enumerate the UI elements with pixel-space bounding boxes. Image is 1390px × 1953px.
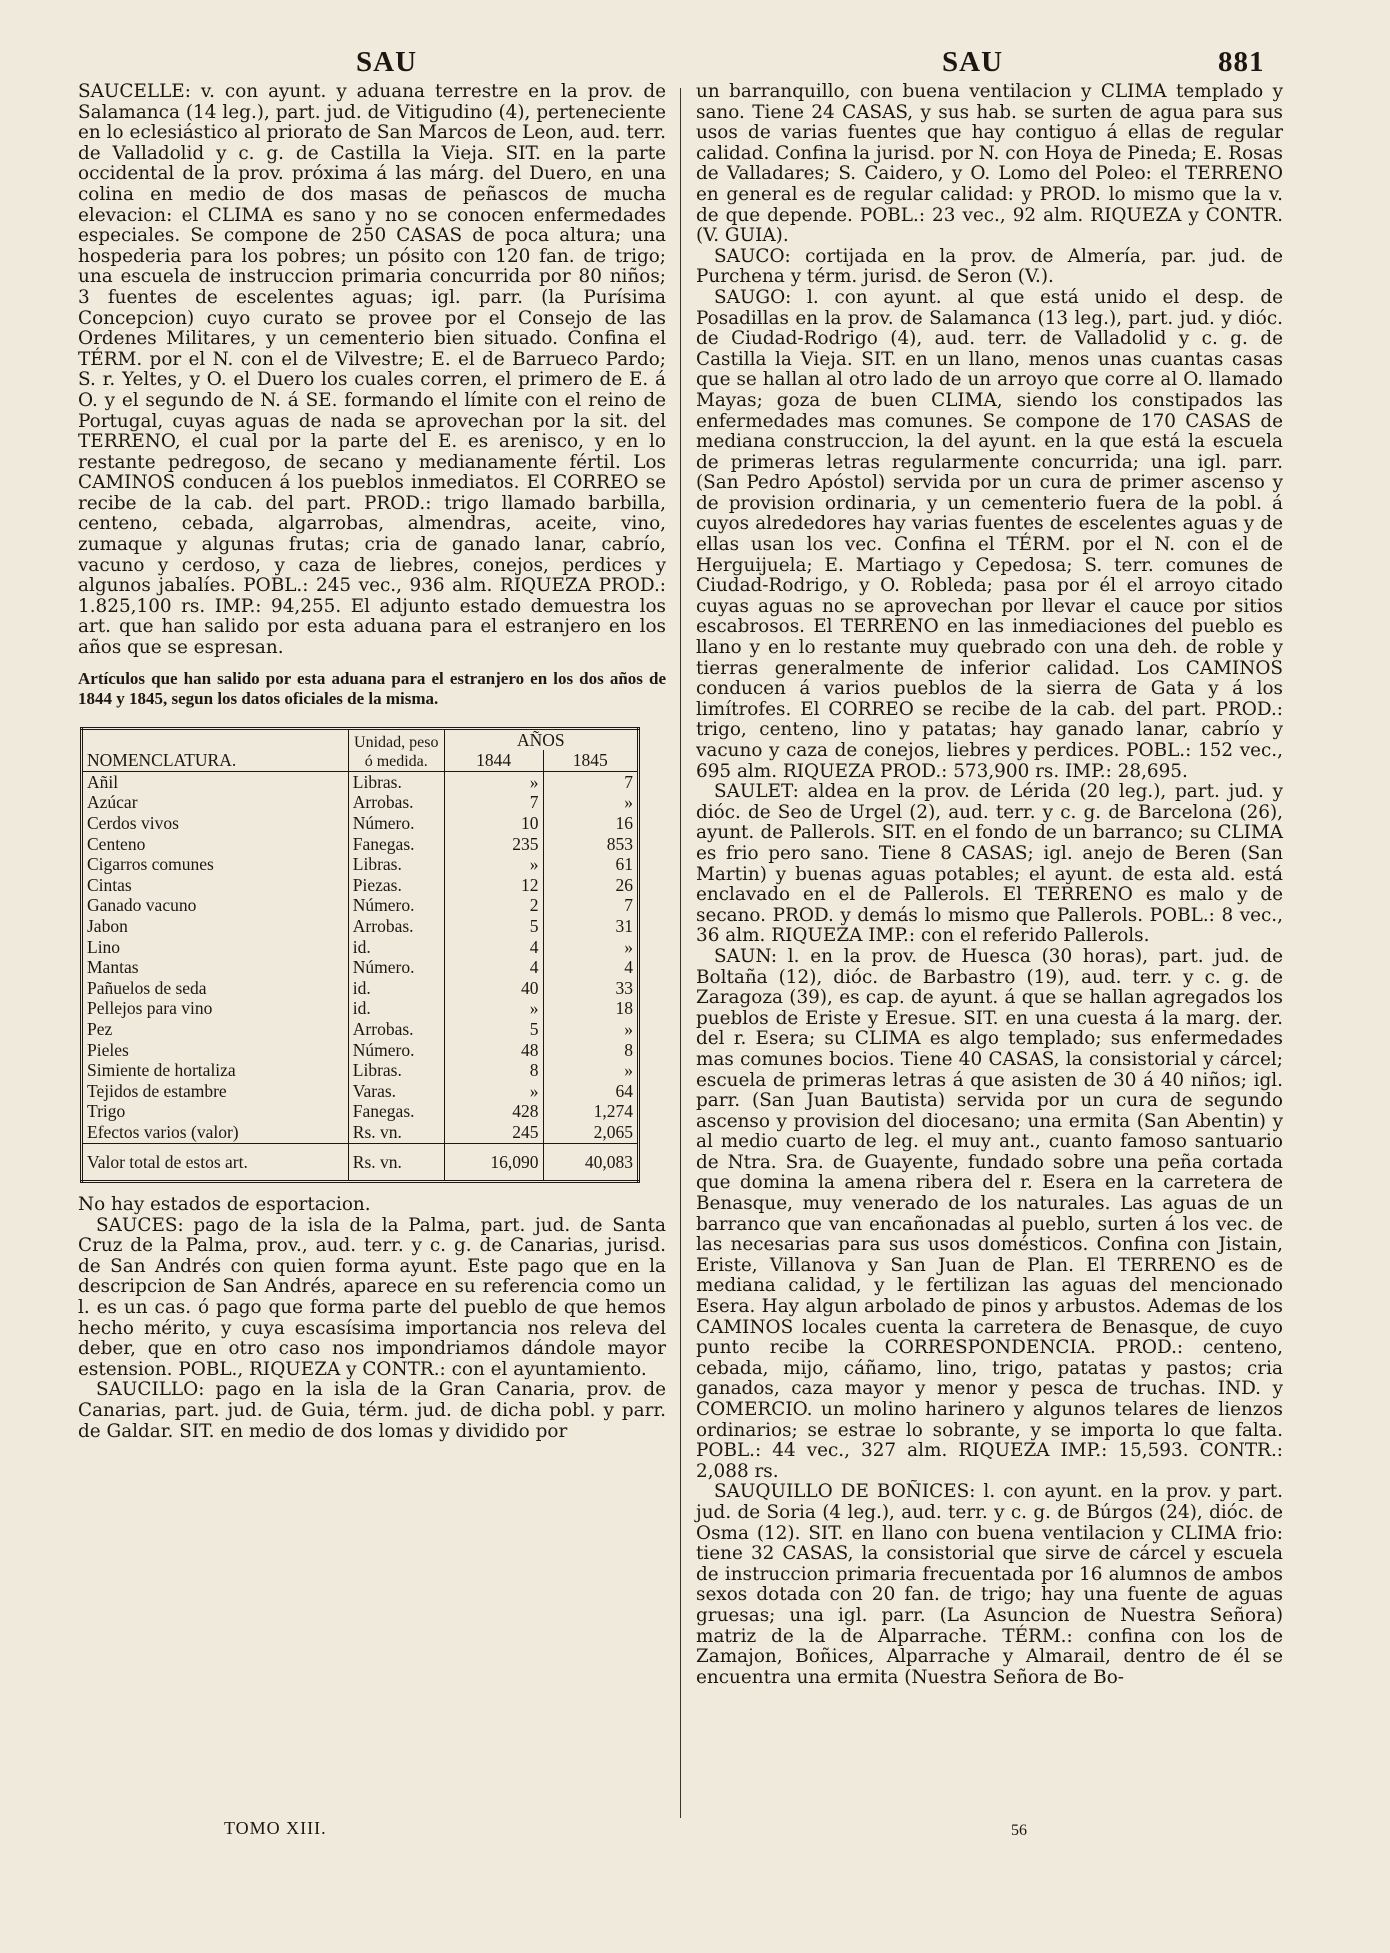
entry-sauces: SAUCES: pago de la isla de la Palma, part. jud. de Santa Cruz de la Palma, prov., aud. terr. y c. g. de Canarias, jurisd. de San Andrés con quien forma ayunt. Este pago que en la descripcion de San Andrés, aparece en su referencia como un l. es un cas. ó pago que forma parte del pueblo de que hemos hecho mérito, y cuya escasísima importancia nos releva del deber, que en otro caso nos impondriamos dándole mayor estension. POBL., RIQUEZA y CONTR.: con el ayuntamiento.	[78, 1214, 666, 1380]
row-1845: 853	[606, 833, 633, 854]
table-row	[82, 916, 639, 937]
row-name: Cigarros comunes	[87, 854, 214, 875]
entry-sauco: SAUCO: cortijada en la prov. de Almería, par. jud. de Purchena y térm. jurisd. de Seron (V.).	[696, 245, 1283, 288]
row-1845: 18	[615, 998, 633, 1019]
running-head-left: SAU	[356, 46, 418, 78]
row-1844: »	[444, 771, 543, 792]
row-unit: id.	[348, 978, 444, 999]
volume-label: TOMO XIII.	[224, 1818, 327, 1838]
entry-saugo: SAUGO: l. con ayunt. al que está unido el desp. de Posadillas en la prov. de Salamanca (13 leg.), part. jud. y dióc. de Ciudad-Rodrigo (4), aud. terr. de Valladolid y c. g. de Castilla la Vieja. SIT. en un llano, menos unas cuantas casas que se hallan al otro lado de un arroyo que corre al O. llamado Mayas; goza de buen CLIMA, siendo los constipados las enfermedades mas comunes. Se compone de 170 CASAS de mediana construccion, la del ayunt. en la que está la escuela de primeras letras regularmente concurrida; una igl. parr. (San Pedro Apóstol) servida por un cura de primer ascenso y de provision ordinaria, y un cementerio fuera de la pobl. á cuyos alrededores hay varias fuentes de escelentes aguas y de ellas usan los vec. Confina el TÉRM. por el N. con el de Herguijuela; E. Martiago y Cepedosa; S. terr. comunes de Ciudad-Rodrigo, y O. Robleda; pasa por él el arroyo citado cuyas aguas no se aprovechan por llevar el cauce por sitios escabrosos. El TERRENO en las inmediaciones del pueblo es llano y en lo restante muy quebrado con una deh. de roble y tierras generalmente de inferior calidad. Los CAMINOS conducen á varios pueblos de la sierra de Gata y á los limítrofes. El CORREO se recibe de la cab. del part. PROD.: trigo, centeno, lino y patatas; hay ganado lanar, cabrío y vacuno y caza de conejos, liebres y perdices. POBL.: 152 vec., 695 alm. RIQUEZA PROD.: 573,900 rs. IMP.: 28,695.	[696, 286, 1283, 782]
entry-saucelle: SAUCELLE: v. con ayunt. y aduana terrestre en la prov. de Salamanca (14 leg.), part. jud. de Vitigudino (4), perteneciente en lo eclesiástico al priorato de San Marcos de Leon, aud. terr. de Valladolid y c. g. de Castilla la Vieja. SIT. en la parte occidental de la prov. próxima á las márg. del Duero, en una colina en medio de dos masas de peñascos de mucha elevacion: el CLIMA es sano y no se conocen enfermedades especiales. Se compone de 250 CASAS de poca altura; una hospederia para los pobres; un pósito con 120 fan. de trigo; una escuela de instruccion primaria concurrida por 80 niños; 3 fuentes de escelentes aguas; igl. parr. (la Purísima Concepcion) cuyo curato se provee por el Consejo de las Ordenes Militares, y un cementerio bien situado. Confina el TÉRM. por el N. con el de Vilvestre; E. el de Barrueco Pardo; S. r. Yeltes, y O. el Duero los cuales corren, el primero de E. á O. y el segundo de N. á SE. formando el límite con el reino de Portugal, cuyas aguas de nada se aprovechan por la sit. del TERRENO, el cual por la parte del E. es arenisco, y en lo restante pedregoso, de secano y medianamente fértil. Los CAMINOS conducen á los pueblos inmediatos. El CORREO se recibe de la cab. del part. PROD.: trigo llamado barbilla, centeno, cebada, algarrobas, almendras, aceite, vino, zumaque y algunas frutas; cria de ganado lanar, cabrío, vacuno y cerdoso, y caza de liebres, conejos, perdices y algunos jabalíes. POBL.: 245 vec., 936 alm. RIQUEZA PROD.: 1.825,100 rs. IMP.: 94,255. El adjunto estado demuestra los art. que han salido por esta aduana para el estranjero en los años que se espresan.	[78, 81, 666, 659]
row-unit: Arrobas.	[348, 1019, 444, 1040]
row-unit: Libras.	[348, 771, 444, 792]
row-1844: »	[444, 1081, 543, 1102]
row-name: Trigo	[87, 1101, 126, 1122]
row-1844: 7	[444, 792, 543, 813]
row-1845: 7	[624, 771, 633, 792]
entry-saun: SAUN: l. en la prov. de Huesca (30 horas), part. jud. de Boltaña (12), dióc. de Barbastro (19), aud. terr. y c. g. de Zaragoza (39), es cap. de ayunt. á que se hallan agregados los pueblos de Eriste y Eresue. SIT. en una cuesta á la marg. der. del r. Esera; su CLIMA es algo templado; sus enfermedades mas comunes bocios. Tiene 40 CASAS, la consistorial y cárcel; escuela de primeras letras á que asisten de 30 á 40 niños; igl. parr. (San Juan Bautista) servida por un cura de segundo ascenso y provision del diocesano; una ermita (San Abentin) y al medio cuarto de leg. el muy ant., cuanto famoso santuario de Ntra. Sra. de Guayente, fundado sobre una peña cortada que domina la amena ribera del r. Esera en la carretera de Benasque, muy venerado de los naturales. Las aguas de un barranco que van encañonadas al pueblo, surten á los vec. de las necesarias para sus usos domésticos. Confina con Jistain, Eriste, Villanova y San Juan de Plan. El TERRENO es de mediana calidad, y le fertilizan las aguas del mencionado Esera. Hay algun arbolado de pinos y arbustos. Ademas de los CAMINOS locales cuenta la carretera de Benasque, de cuyo punto recibe la CORRESPONDENCIA. PROD.: centeno, cebada, mijo, cáñamo, lino, trigo, patatas y pastos; cria ganados, caza mayor y menor y pesca de truchas. IND. y COMERCIO. un molino harinero y algunos telares de lienzos ordinarios; se estrae lo sobrante, y se importa lo que falta. POBL.: 44 vec., 327 alm. RIQUEZA IMP.: 15,593. CONTR.: 2,088 rs.	[696, 945, 1283, 1482]
row-unit: id.	[348, 998, 444, 1019]
table-row	[82, 813, 639, 834]
table-row	[82, 792, 639, 813]
row-1845: 1,274	[593, 1101, 633, 1122]
row-1845: 8	[624, 1039, 633, 1060]
row-unit: Varas.	[348, 1081, 444, 1102]
row-unit: Rs. vn.	[348, 1122, 444, 1143]
row-1845: 64	[615, 1080, 633, 1101]
col-header-1844: 1844	[444, 750, 543, 771]
table-row	[82, 1101, 639, 1122]
row-1844: 10	[444, 813, 543, 834]
row-1844: 5	[444, 1019, 543, 1040]
table-row	[82, 854, 639, 875]
table-row	[82, 978, 639, 999]
row-1844: 8	[444, 1060, 543, 1081]
col-header-unit: Unidad, peso ó medida.	[348, 728, 444, 771]
row-unit: id.	[348, 937, 444, 958]
row-1844: »	[444, 998, 543, 1019]
row-unit: Arrobas.	[348, 916, 444, 937]
row-unit: Número.	[348, 1040, 444, 1061]
row-1844: 4	[444, 957, 543, 978]
row-name: Jabon	[87, 915, 128, 936]
row-1845: 2,065	[593, 1121, 633, 1142]
row-1845: 61	[615, 854, 633, 875]
row-name: Lino	[87, 936, 121, 957]
row-name: Azúcar	[87, 792, 138, 813]
row-name: Pañuelos de seda	[87, 977, 207, 998]
row-1845: 26	[615, 874, 633, 895]
row-name: Cerdos vivos	[87, 813, 179, 833]
row-unit: Piezas.	[348, 875, 444, 896]
table-row	[82, 771, 639, 792]
no-export-note: No hay estados de esportacion.	[78, 1194, 371, 1216]
row-1844: 12	[444, 875, 543, 896]
row-name: Pieles	[87, 1039, 129, 1060]
row-unit: Número.	[348, 957, 444, 978]
col-header-nomenclatura: NOMENCLATURA.	[82, 728, 349, 771]
row-name: Mantas	[87, 957, 139, 978]
row-unit: Número.	[348, 895, 444, 916]
row-1844: 245	[444, 1122, 543, 1143]
entry-saucillo-continued: un barranquillo, con buena ventilacion y CLIMA templado y sano. Tiene 24 CASAS, y sus hab. se surten de agua para sus usos de varias fuentes que hay contiguo á ellas de regular calidad. Confina la jurisd. por N. con Hoya de Pineda; E. Rosas de Valladares; S. Caidero, y O. Lomo del Poleo: el TERRENO en general es de regular calidad: y PROD. lo mismo que la v. de que depende. POBL.: 23 vec., 92 alm. RIQUEZA y CONTR. (V. GUIA).	[696, 81, 1283, 247]
signature-mark: 56	[1011, 1822, 1027, 1839]
running-head-right: SAU	[942, 46, 1004, 78]
row-1845: 7	[624, 895, 633, 916]
table-row	[82, 998, 639, 1019]
col-header-1845: 1845	[543, 750, 638, 771]
entry-sauquillo: SAUQUILLO DE BOÑICES: l. con ayunt. en la prov. y part. jud. de Soria (4 leg.), aud. terr. y c. g. de Búrgos (24), dióc. de Osma (12). SIT. en llano con buena ventilacion y CLIMA frio: tiene 32 CASAS, la consistorial que sirve de cárcel y escuela de instruccion primaria frecuentada por 16 alumnos de ambos sexos dotada con 20 fan. de trigo; hay una fuente de aguas gruesas; una igl. parr. (La Asuncion de Nuestra Señora) matriz de la de Alparrache. TÉRM.: confina con los de Zamajon, Boñices, Alparrache y Almarail, dentro de él se encuentra una ermita (Nuestra Señora de Bo-	[696, 1481, 1283, 1688]
row-unit: Arrobas.	[348, 792, 444, 813]
row-name: Tejidos de estambre	[87, 1080, 227, 1101]
table-total-row	[82, 1143, 639, 1182]
row-name: Añil	[87, 771, 119, 792]
left-column	[78, 82, 666, 1442]
entry-saulet: SAULET: aldea en la prov. de Lérida (20 leg.), part. jud. y dióc. de Seo de Urgel (2), aud. terr. y c. g. de Barcelona (26), ayunt. de Pallerols. SIT. en el fondo de un barranco; su CLIMA es frio pero sano. Tiene 8 CASAS; igl. anejo de Beren (San Martin) y buenas aguas potables; el ayunt. de esta ald. está enclavado en el de Pallerols. El TERRENO es malo y de secano. PROD. y demás lo mismo que Pallerols. POBL.: 8 vec., 36 alm. RIQUEZA IMP.: con el referido Pallerols.	[696, 781, 1283, 947]
row-unit: Número.	[348, 813, 444, 834]
column-divider	[680, 88, 681, 1818]
table-row	[82, 937, 639, 958]
row-1844: »	[444, 854, 543, 875]
row-1845: »	[624, 1060, 633, 1081]
export-table	[80, 727, 640, 1183]
row-name: Ganado vacuno	[87, 895, 197, 916]
row-1845: »	[624, 792, 633, 813]
table-row	[82, 1081, 639, 1102]
table-row	[82, 1019, 639, 1040]
row-1844: 40	[444, 978, 543, 999]
row-unit: Libras.	[348, 854, 444, 875]
table-body	[82, 771, 639, 1181]
total-unit: Rs. vn.	[348, 1143, 444, 1182]
table-heading: Artículos que han salido por esta aduana para el estranjero en los dos años de 1844 y 1845, segun los datos oficiales de la misma.	[78, 668, 666, 708]
row-name: Centeno	[87, 833, 146, 854]
row-unit: Fanegas.	[348, 1101, 444, 1122]
row-1844: 48	[444, 1040, 543, 1061]
row-1844: 4	[444, 937, 543, 958]
row-1845: »	[624, 1018, 633, 1039]
table-row	[82, 1060, 639, 1081]
row-1844: 2	[444, 895, 543, 916]
row-name: Cintas	[87, 874, 132, 895]
row-unit: Fanegas.	[348, 834, 444, 855]
table-row	[82, 957, 639, 978]
row-1845: 16	[615, 813, 633, 833]
row-name: Efectos varios (valor)	[87, 1121, 239, 1142]
row-1844: 428	[444, 1101, 543, 1122]
row-1845: 31	[615, 915, 633, 936]
table-row	[82, 895, 639, 916]
row-1844: 5	[444, 916, 543, 937]
total-name: Valor total de estos art.	[82, 1143, 349, 1182]
row-name: Pellejos para vino	[87, 998, 213, 1019]
right-column	[696, 82, 1283, 1688]
row-1845: »	[624, 936, 633, 957]
table-row	[82, 875, 639, 896]
row-name: Simiente de hortaliza	[87, 1060, 236, 1081]
row-1845: 4	[624, 957, 633, 978]
table-row	[82, 834, 639, 855]
total-1844: 16,090	[444, 1143, 543, 1182]
entry-saucillo: SAUCILLO: pago en la isla de la Gran Canaria, prov. de Canarias, part. jud. de Guia, térm. jud. de dicha pobl. y parr. de Galdar. SIT. en medio de dos lomas y dividido por	[78, 1379, 666, 1442]
table-row	[82, 1040, 639, 1061]
page-number: 881	[1218, 46, 1265, 78]
row-name: Pez	[87, 1018, 113, 1039]
col-header-years: AÑOS	[517, 729, 565, 750]
row-1845: 33	[615, 977, 633, 998]
row-unit: Libras.	[348, 1060, 444, 1081]
total-1845: 40,083	[543, 1143, 638, 1182]
table-row	[82, 1122, 639, 1143]
row-1844: 235	[444, 834, 543, 855]
